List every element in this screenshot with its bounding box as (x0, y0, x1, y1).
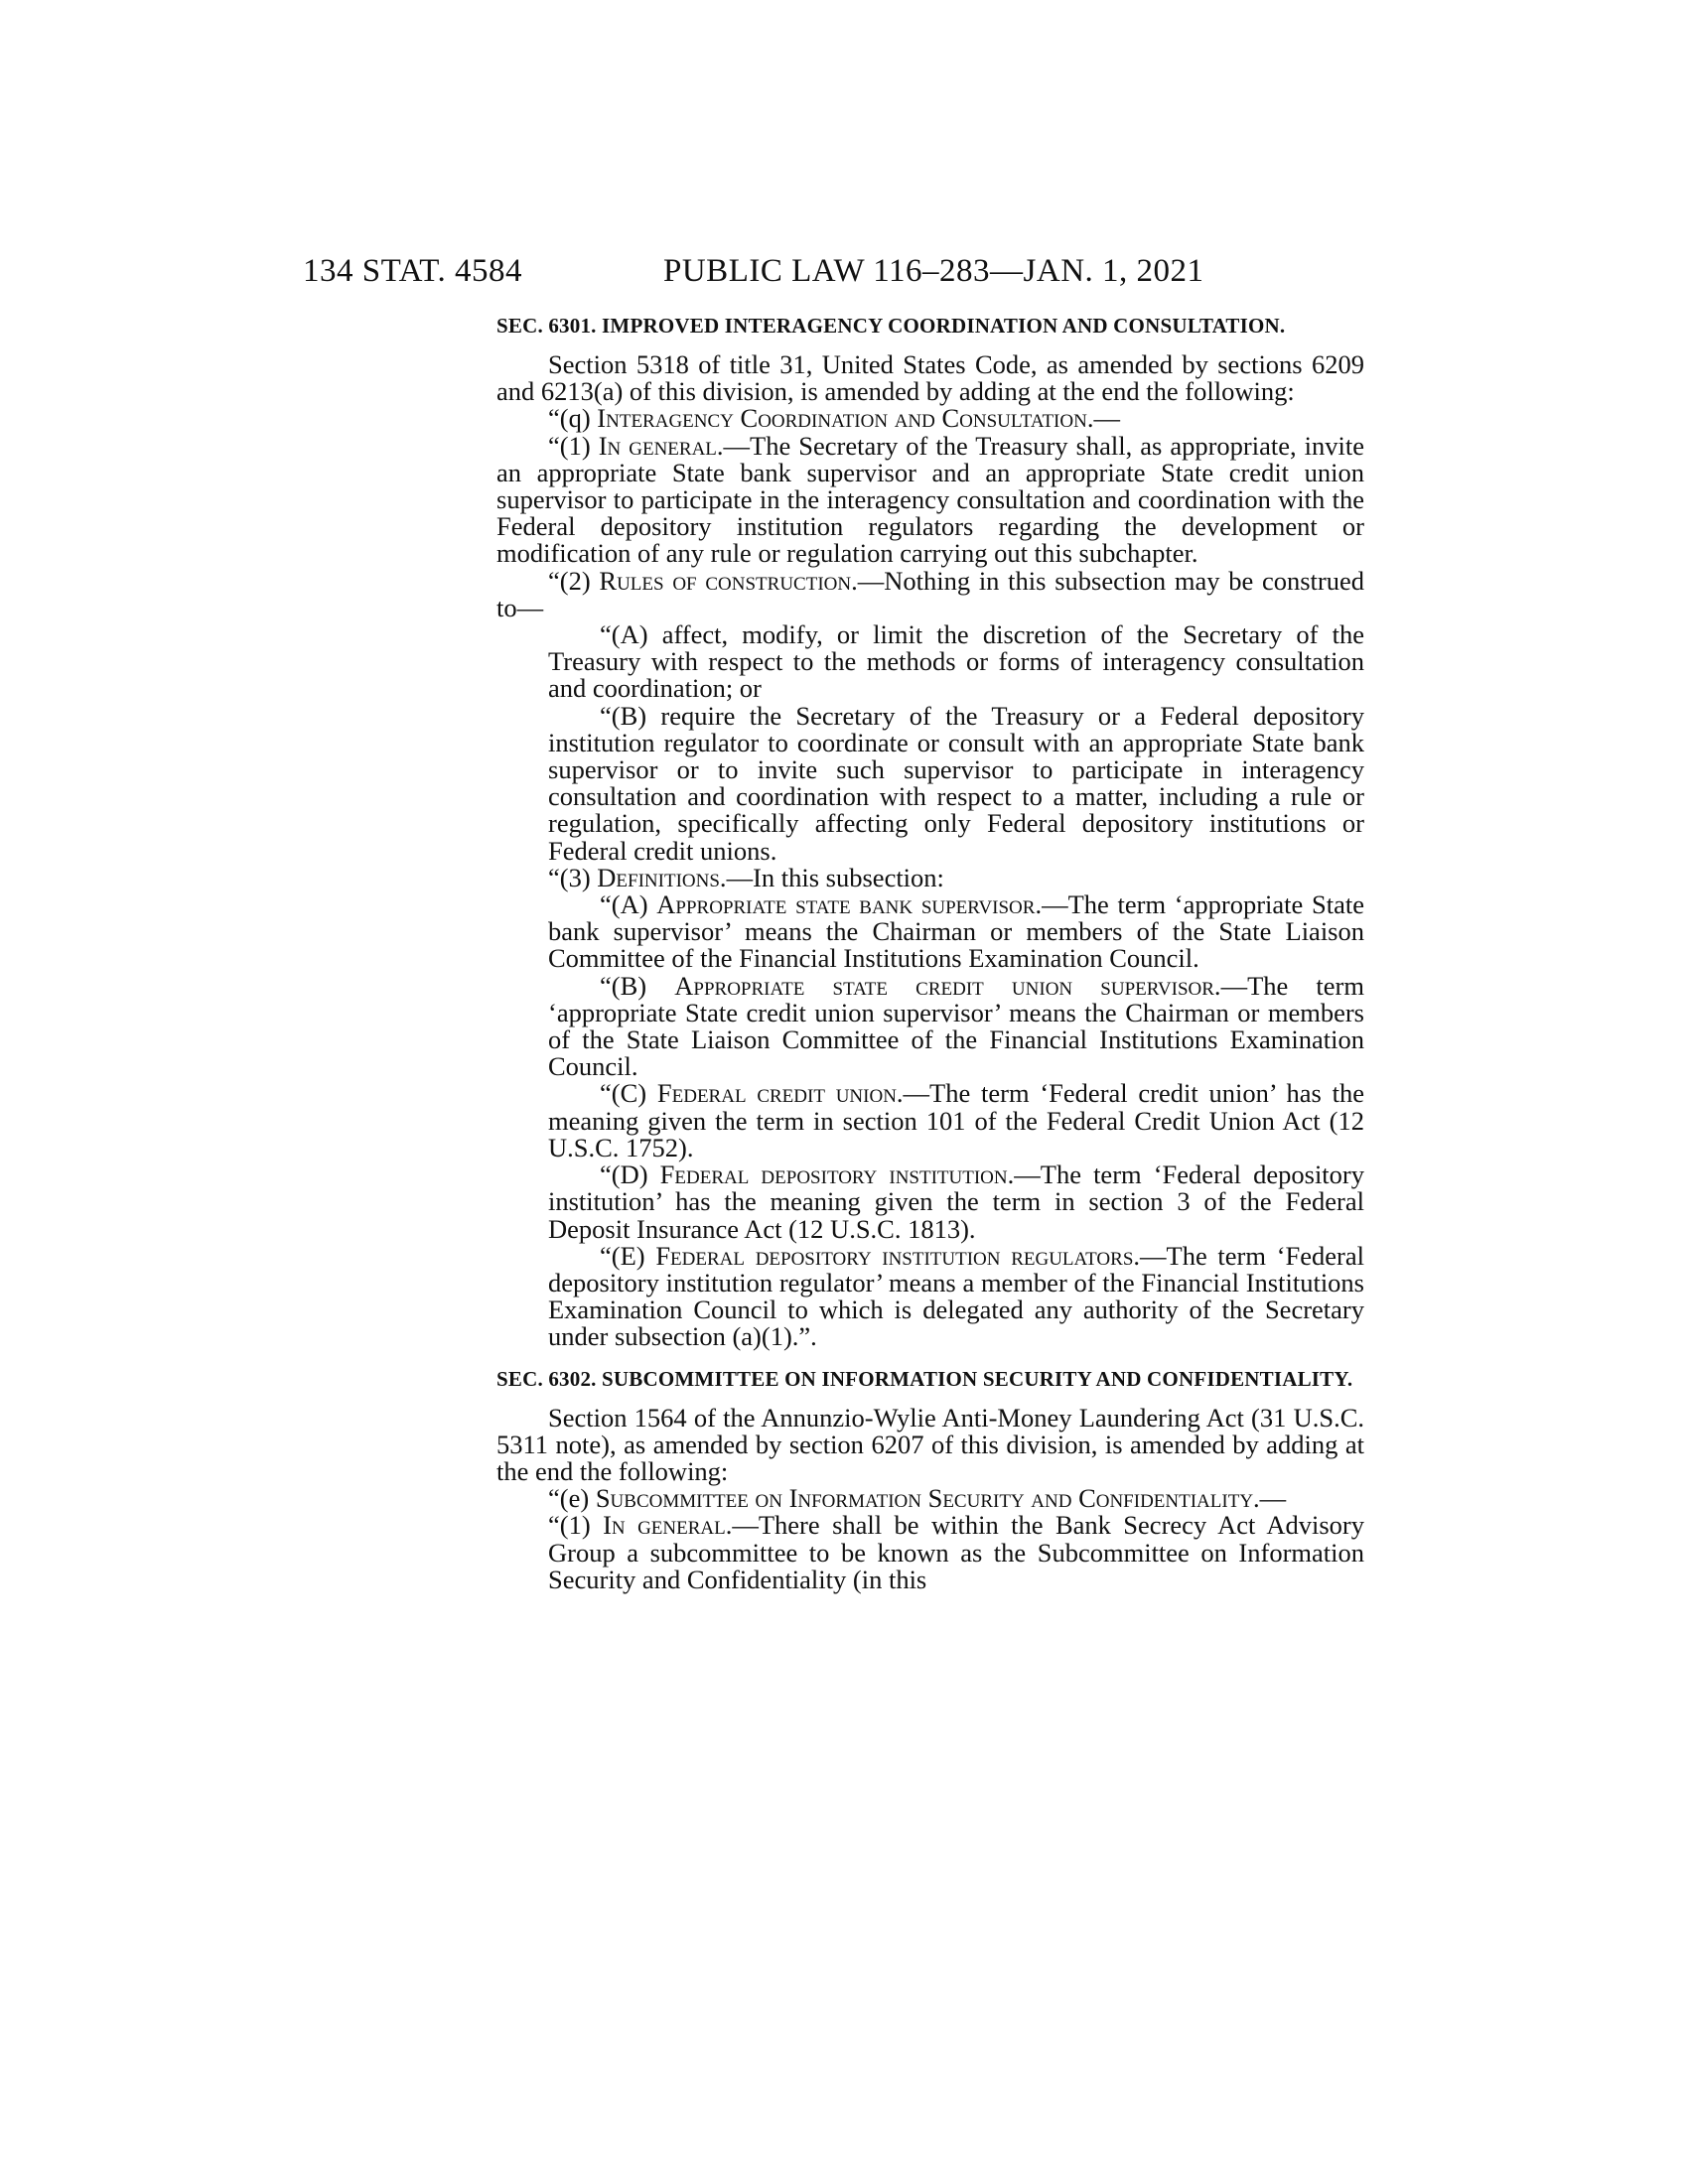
stat-page-number: 134 STAT. 4584 (303, 253, 523, 289)
section-6301-intro: Section 5318 of title 31, United States Code, as amended by sections 6209 and 6213(a) of this division, is amended by adding at the end the following: (496, 349, 1364, 407)
definition-3a: “(A) Appropriate state bank supervisor.—The term ‘appropriate State bank supervisor’ means the Chairman or members of the State Liaison Committee of the Financial Institutions Examination Council. (548, 889, 1365, 974)
paragraph-2b: “(B) require the Secretary of the Treasury or a Federal depository institution regulator to coordinate or consult with an appropriate State bank supervisor or to invite such supervisor to participate in interagency consultation and coordination with respect to a matter, including a rule or regulation, specifically affecting only Federal depository institutions or Federal credit unions. (548, 700, 1364, 866)
section-6302-intro: Section 1564 of the Annunzio-Wylie Anti-Money Laundering Act (31 U.S.C. 5311 note), as amended by section 6207 of this division, is amended by adding at the end the following: (496, 1402, 1364, 1486)
paragraph-3-definitions: “(3) Definitions.—In this subsection: (548, 862, 944, 892)
section-6302-heading: SEC. 6302. SUBCOMMITTEE ON INFORMATION SECURITY AND CONFIDENTIALITY. (496, 1366, 1353, 1391)
document-body (496, 314, 1364, 1593)
subsection-q-heading: “(q) Interagency Coordination and Consultation.— (548, 403, 1120, 434)
paragraph-2-rules-of-construction: “(2) Rules of construction.—Nothing in this subsection may be construed to— (496, 565, 1364, 622)
definition-3c: “(C) Federal credit union.—The term ‘Federal credit union’ has the meaning given the term in section 101 of the Federal Credit Union Act (12 U.S.C. 1752). (548, 1078, 1364, 1162)
paragraph-2a: “(A) affect, modify, or limit the discretion of the Secretary of the Treasury with respect to the methods or forms of interagency consultation and coordination; or (548, 619, 1364, 704)
subsection-e-paragraph-1: “(1) In general.—There shall be within the Bank Secrecy Act Advisory Group a subcommittee to be known as the Subcommittee on Information Security and Confidentiality (in this (548, 1510, 1364, 1594)
section-6301-heading: SEC. 6301. IMPROVED INTERAGENCY COORDINATION AND CONSULTATION. (496, 314, 1286, 338)
public-law-title: PUBLIC LAW 116–283—JAN. 1, 2021 (663, 253, 1204, 289)
definition-3b: “(B) Appropriate state credit union supervisor.—The term ‘appropriate State credit union supervisor’ means the Chairman or members of the State Liaison Committee of the Financial Institutions Examination Council. (548, 970, 1364, 1082)
definition-3e: “(E) Federal depository institution regulators.—The term ‘Federal depository institution regulator’ means a member of the Financial Institutions Examination Council to which is delegated any authority of the Secretary under subsection (a)(1).”. (548, 1240, 1364, 1352)
subsection-e-heading: “(e) Subcommittee on Information Security and Confidentiality.— (548, 1483, 1287, 1514)
paragraph-1-in-general: “(1) In general.—The Secretary of the Treasury shall, as appropriate, invite an appropriate State bank supervisor and an appropriate State credit union supervisor to participate in the interagency consultation and coordination with the Federal depository institution regulators regarding the development or modification of any rule or regulation carrying out this subchapter. (496, 430, 1364, 569)
definition-3d: “(D) Federal depository institution.—The term ‘Federal depository institution’ has the meaning given the term in section 3 of the Federal Deposit Insurance Act (12 U.S.C. 1813). (548, 1160, 1364, 1244)
page-header (303, 246, 1365, 296)
